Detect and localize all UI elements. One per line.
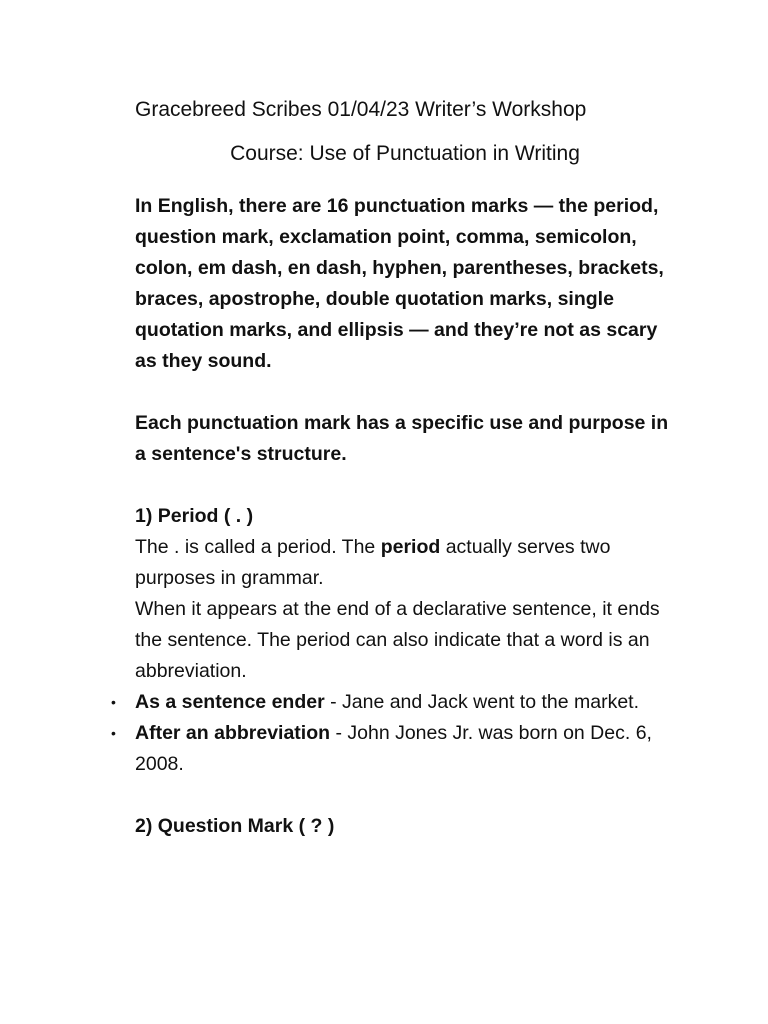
- intro-paragraph: In English, there are 16 punctuation marks — the period, question mark, exclamation point, comma, semicolon, colon, em dash, en dash, hyphen, parentheses, brackets, braces, apostrophe, double quotation marks, single quotation marks, and ellipsis — and they’re not as scary as they sound.: [135, 195, 664, 372]
- period-p1-end: actually serves two purposes in grammar.: [135, 536, 611, 589]
- spacer: [135, 470, 675, 501]
- spacer: [135, 172, 675, 191]
- list-item: [111, 687, 675, 718]
- spacer: [135, 377, 675, 408]
- spacer: [135, 780, 675, 811]
- period-p1-start: The . is called a period. The: [135, 536, 381, 558]
- period-paragraph-1: [135, 532, 675, 594]
- period-paragraph-2: When it appears at the end of a declarative sentence, it ends the sentence. The period can also indicate that a word is an abbreviation.: [135, 598, 660, 682]
- period-examples-list: [111, 687, 675, 780]
- purpose-paragraph: Each punctuation mark has a specific use and purpose in a sentence's structure.: [135, 412, 669, 465]
- example-term: After an abbreviation: [135, 722, 331, 744]
- example-text: - Jane and Jack went to the market.: [324, 691, 639, 713]
- section-heading-question-mark: 2) Question Mark ( ? ): [135, 815, 335, 837]
- example-text: - John Jones Jr. was born on Dec. 6, 2008.: [135, 722, 652, 775]
- document-body: [111, 92, 675, 842]
- list-item: [111, 718, 675, 780]
- document-subtitle: Course: Use of Punctuation in Writing: [230, 142, 580, 165]
- section-heading-period: 1) Period ( . ): [135, 505, 254, 527]
- bullet-icon: •: [111, 694, 116, 710]
- period-p1-bold-term: period: [380, 536, 441, 558]
- example-term: As a sentence ender: [135, 691, 325, 713]
- bullet-icon: •: [111, 725, 116, 741]
- document-title: Gracebreed Scribes 01/04/23 Writer’s Workshop: [135, 98, 587, 121]
